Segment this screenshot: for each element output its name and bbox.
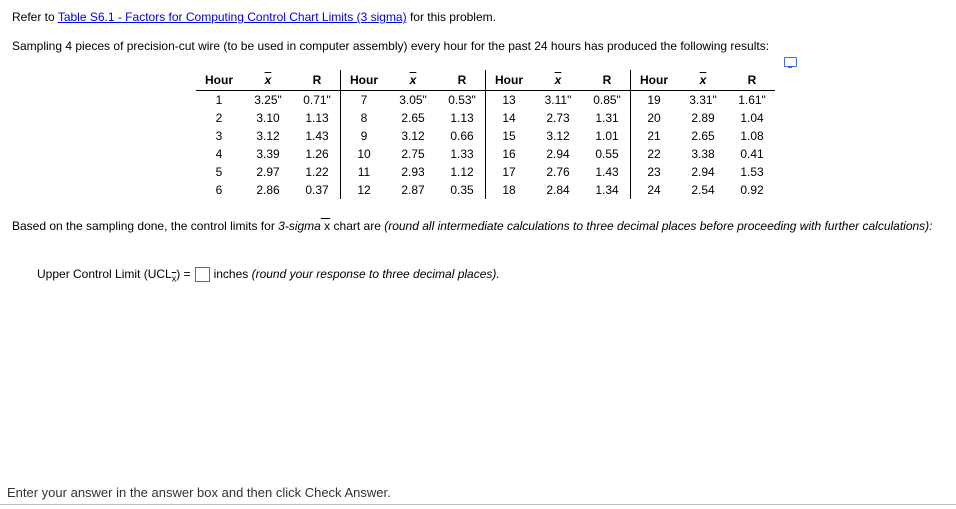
hour-cell: 23 bbox=[631, 163, 678, 181]
col-header-r: R bbox=[584, 70, 631, 91]
instruction-text-2: chart are bbox=[330, 219, 385, 233]
range-cell: 1.61" bbox=[738, 93, 766, 107]
xbar-cell: 2.65 bbox=[691, 129, 715, 143]
xbar-cell: 3.11" bbox=[544, 93, 572, 107]
ucl-answer-input[interactable] bbox=[195, 267, 210, 282]
instruction-sigma: 3-sigma bbox=[278, 219, 321, 233]
xbar-cell: 2.94 bbox=[691, 165, 715, 179]
hour-cell: 7 bbox=[341, 91, 388, 110]
range-cell: 0.92 bbox=[740, 183, 764, 197]
table-row bbox=[196, 109, 775, 127]
hour-cell: 2 bbox=[215, 111, 223, 125]
hour-cell: 8 bbox=[341, 109, 388, 127]
xbar-cell: 2.89 bbox=[691, 111, 715, 125]
hour-cell: 20 bbox=[631, 109, 678, 127]
hour-cell: 13 bbox=[486, 91, 533, 110]
hour-cell: 24 bbox=[631, 181, 678, 199]
range-cell: 1.13 bbox=[305, 111, 329, 125]
xbar-cell: 2.76 bbox=[546, 165, 570, 179]
intro-suffix: for this problem. bbox=[406, 10, 496, 24]
hour-cell: 17 bbox=[486, 163, 533, 181]
range-cell: 0.41 bbox=[740, 147, 764, 161]
hour-cell: 4 bbox=[215, 147, 223, 161]
hour-cell: 1 bbox=[215, 93, 223, 107]
footer-divider bbox=[0, 504, 956, 505]
table-row bbox=[196, 127, 775, 145]
hour-cell: 10 bbox=[341, 145, 388, 163]
problem-statement: Sampling 4 pieces of precision-cut wire (to be used in computer assembly) every hour for the past 24 hours has produced the following results: bbox=[12, 39, 770, 53]
range-cell: 1.26 bbox=[305, 147, 329, 161]
xbar-cell: 2.93 bbox=[401, 165, 425, 179]
xbar-cell: 2.65 bbox=[401, 111, 425, 125]
col-header-r: R bbox=[439, 70, 486, 91]
data-table-wrapper bbox=[196, 70, 775, 199]
range-cell: 1.43 bbox=[305, 129, 329, 143]
table-row bbox=[196, 145, 775, 163]
xbar-cell: 2.73 bbox=[546, 111, 570, 125]
col-header-xbar: $\overline{x}$ bbox=[387, 70, 439, 91]
xbar-cell: 2.86 bbox=[256, 183, 280, 197]
range-cell: 0.85" bbox=[593, 93, 621, 107]
xbar-cell: 3.38 bbox=[691, 147, 715, 161]
xbar-cell: 2.97 bbox=[256, 165, 280, 179]
hour-cell: 16 bbox=[486, 145, 533, 163]
instruction-xbar: x bbox=[320, 219, 331, 233]
xbar-cell: 2.54 bbox=[691, 183, 715, 197]
xbar-cell: 2.84 bbox=[546, 183, 570, 197]
range-cell: 0.71" bbox=[303, 93, 331, 107]
xbar-cell: 3.31" bbox=[689, 93, 717, 107]
xbar-cell: 3.05" bbox=[399, 93, 427, 107]
xbar-cell: 3.12 bbox=[401, 129, 425, 143]
instruction-rounding-note: (round all intermediate calculations to three decimal places before proceeding with further calculations): bbox=[384, 219, 933, 233]
range-cell: 1.34 bbox=[595, 183, 619, 197]
xbar-cell: 2.87 bbox=[401, 183, 425, 197]
table-row bbox=[196, 163, 775, 181]
hour-cell: 19 bbox=[631, 91, 678, 110]
hour-cell: 21 bbox=[631, 127, 678, 145]
range-cell: 1.01 bbox=[595, 129, 619, 143]
hour-cell: 9 bbox=[341, 127, 388, 145]
xbar-cell: 3.10 bbox=[256, 111, 280, 125]
data-table bbox=[196, 70, 775, 199]
xbar-cell: 3.39 bbox=[256, 147, 280, 161]
col-header-hour: Hour bbox=[631, 70, 678, 91]
ucl-subscript-xbar: x bbox=[171, 273, 177, 284]
hour-cell: 6 bbox=[215, 183, 223, 197]
hour-cell: 5 bbox=[215, 165, 223, 179]
range-cell: 0.55 bbox=[595, 147, 619, 161]
xbar-cell: 2.75 bbox=[401, 147, 425, 161]
xbar-cell: 3.25" bbox=[254, 93, 282, 107]
range-cell: 1.31 bbox=[595, 111, 619, 125]
hour-cell: 12 bbox=[341, 181, 388, 199]
control-limits-instruction bbox=[12, 218, 942, 234]
col-header-xbar: $\overline{x}$ bbox=[532, 70, 584, 91]
intro-prefix: Refer to bbox=[12, 10, 58, 24]
range-cell: 1.12 bbox=[450, 165, 474, 179]
col-header-hour: Hour bbox=[486, 70, 533, 91]
hour-cell: 14 bbox=[486, 109, 533, 127]
ucl-unit: inches bbox=[213, 267, 249, 281]
range-cell: 1.04 bbox=[740, 111, 764, 125]
range-cell: 0.66 bbox=[450, 129, 474, 143]
footer-instruction: Enter your answer in the answer box and then click Check Answer. bbox=[7, 485, 391, 500]
table-row bbox=[196, 91, 775, 110]
range-cell: 0.53" bbox=[448, 93, 476, 107]
xbar-cell: 3.12 bbox=[546, 129, 570, 143]
range-cell: 0.37 bbox=[305, 183, 329, 197]
copy-data-icon[interactable] bbox=[784, 57, 797, 67]
xbar-cell: 3.12 bbox=[256, 129, 280, 143]
ucl-label: Upper Control Limit (UCL bbox=[37, 267, 172, 281]
range-cell: 0.35 bbox=[450, 183, 474, 197]
col-header-r: R bbox=[729, 70, 775, 91]
hour-cell: 15 bbox=[486, 127, 533, 145]
range-cell: 1.33 bbox=[450, 147, 474, 161]
col-header-xbar: $\overline{x}$ bbox=[677, 70, 729, 91]
hour-cell: 22 bbox=[631, 145, 678, 163]
col-header-hour: Hour bbox=[341, 70, 388, 91]
ucl-equals: ) = bbox=[176, 267, 191, 281]
range-cell: 1.53 bbox=[740, 165, 764, 179]
range-cell: 1.22 bbox=[305, 165, 329, 179]
xbar-cell: 2.94 bbox=[546, 147, 570, 161]
col-header-xbar: $\overline{x}$ bbox=[242, 70, 294, 91]
instruction-text-1: Based on the sampling done, the control limits for bbox=[12, 219, 279, 233]
range-cell: 1.43 bbox=[595, 165, 619, 179]
range-cell: 1.13 bbox=[450, 111, 474, 125]
col-header-r: R bbox=[294, 70, 341, 91]
col-header-hour: Hour bbox=[196, 70, 242, 91]
intro-line bbox=[12, 10, 496, 24]
range-cell: 1.08 bbox=[740, 129, 764, 143]
hour-cell: 3 bbox=[215, 129, 223, 143]
table-header-row bbox=[196, 70, 775, 91]
ucl-row bbox=[37, 265, 500, 287]
hour-cell: 11 bbox=[341, 163, 388, 181]
table-row bbox=[196, 181, 775, 199]
hour-cell: 18 bbox=[486, 181, 533, 199]
ucl-rounding-hint: (round your response to three decimal places). bbox=[251, 267, 500, 281]
table-s6-1-link[interactable]: Table S6.1 - Factors for Computing Control Chart Limits (3 sigma) bbox=[57, 10, 407, 24]
